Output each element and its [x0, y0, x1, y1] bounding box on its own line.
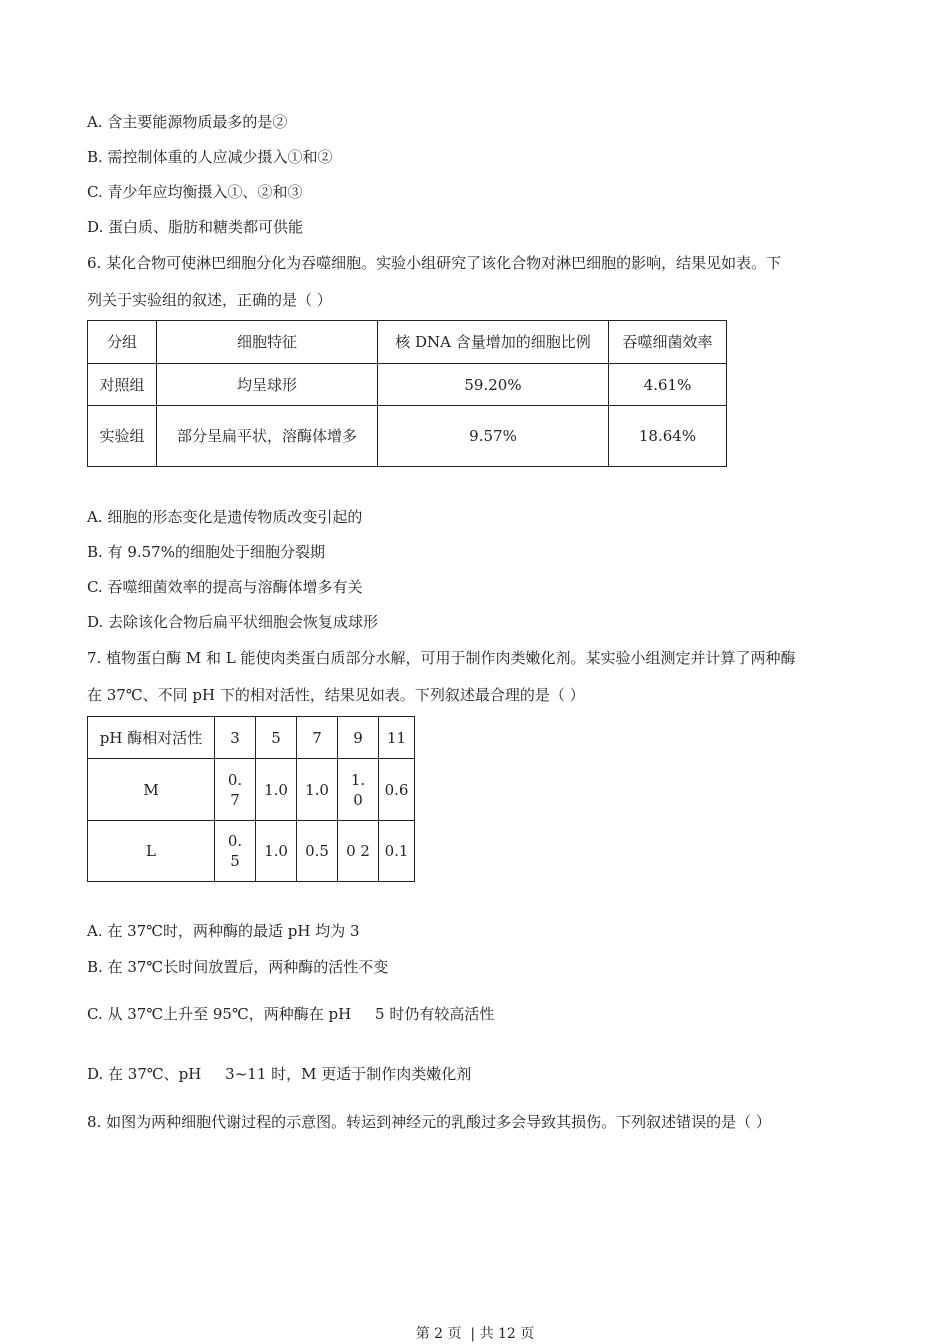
cell: 0.5: [215, 821, 256, 882]
cell: 18.64%: [609, 406, 727, 467]
header-cell: 细胞特征: [157, 321, 378, 364]
q6-option-d: D. 去除该化合物后扁平状细胞会恢复成球形: [87, 613, 379, 631]
q6-stem-1: 6. 某化合物可使淋巴细胞分化为吞噬细胞。实验小组研究了该化合物对淋巴细胞的影响，结果见如表。下: [87, 254, 782, 272]
table-row: [88, 364, 727, 406]
cell: 均呈球形: [157, 364, 378, 406]
q7-stem-2: 在 37℃、不同 pH 下的相对活性，结果见如表。下列叙述最合理的是（ ）: [87, 686, 585, 704]
table-row: [88, 821, 415, 882]
header-cell: 吞噬细菌效率: [609, 321, 727, 364]
q7-table: [87, 716, 415, 882]
q7-option-b: B. 在 37℃长时间放置后，两种酶的活性不变: [87, 958, 389, 976]
header-cell: 5: [256, 717, 297, 759]
cell: 部分呈扁平状，溶酶体增多: [157, 406, 378, 467]
q7-stem-1: 7. 植物蛋白酶 M 和 L 能使肉类蛋白质部分水解，可用于制作肉类嫩化剂。某实验小组测定并计算了两种酶: [87, 649, 796, 667]
table-row: [88, 759, 415, 821]
header-cell: 分组: [88, 321, 157, 364]
q5-option-c: C. 青少年应均衡摄入①、②和③: [87, 183, 303, 201]
cell: L: [88, 821, 215, 882]
cell: 1.0: [256, 821, 297, 882]
q6-option-a: A. 细胞的形态变化是遗传物质改变引起的: [87, 508, 363, 526]
cell: M: [88, 759, 215, 821]
cell: 实验组: [88, 406, 157, 467]
q6-option-b: B. 有 9.57%的细胞处于细胞分裂期: [87, 543, 325, 561]
cell: 1.0: [297, 759, 338, 821]
q6-option-c: C. 吞噬细菌效率的提高与溶酶体增多有关: [87, 578, 363, 596]
header-cell: 9: [338, 717, 379, 759]
cell: 0.7: [215, 759, 256, 821]
header-cell: 7: [297, 717, 338, 759]
q5-option-d: D. 蛋白质、脂肪和糖类都可供能: [87, 218, 304, 236]
q7-option-c: C. 从 37℃上升至 95℃，两种酶在 pH 5 时仍有较高活性: [87, 1005, 495, 1023]
q7-option-d: D. 在 37℃、pH 3~11 时，M 更适于制作肉类嫩化剂: [87, 1065, 472, 1083]
cell: 0 2: [338, 821, 379, 882]
cell: 9.57%: [378, 406, 609, 467]
cell: 对照组: [88, 364, 157, 406]
q8-stem: 8. 如图为两种细胞代谢过程的示意图。转运到神经元的乳酸过多会导致其损伤。下列叙述错误的是（ ）: [87, 1113, 771, 1131]
cell: 0.1: [379, 821, 415, 882]
table-row: [88, 406, 727, 467]
cell: 4.61%: [609, 364, 727, 406]
q5-option-a: A. 含主要能源物质最多的是②: [87, 113, 288, 131]
cell: 59.20%: [378, 364, 609, 406]
cell: 1.0: [256, 759, 297, 821]
q6-stem-2: 列关于实验组的叙述，正确的是（ ）: [87, 291, 332, 309]
page-footer: 第 2 页 | 共 12 页: [415, 1326, 535, 1342]
q5-option-b: B. 需控制体重的人应减少摄入①和②: [87, 148, 333, 166]
cell: 0.5: [297, 821, 338, 882]
header-cell: pH 酶相对活性: [88, 717, 215, 759]
q7-option-a: A. 在 37℃时，两种酶的最适 pH 均为 3: [87, 922, 360, 940]
q6-table: [87, 320, 727, 467]
header-cell: 11: [379, 717, 415, 759]
cell: 0.6: [379, 759, 415, 821]
cell: 1.0: [338, 759, 379, 821]
header-cell: 3: [215, 717, 256, 759]
header-cell: 核 DNA 含量增加的细胞比例: [378, 321, 609, 364]
